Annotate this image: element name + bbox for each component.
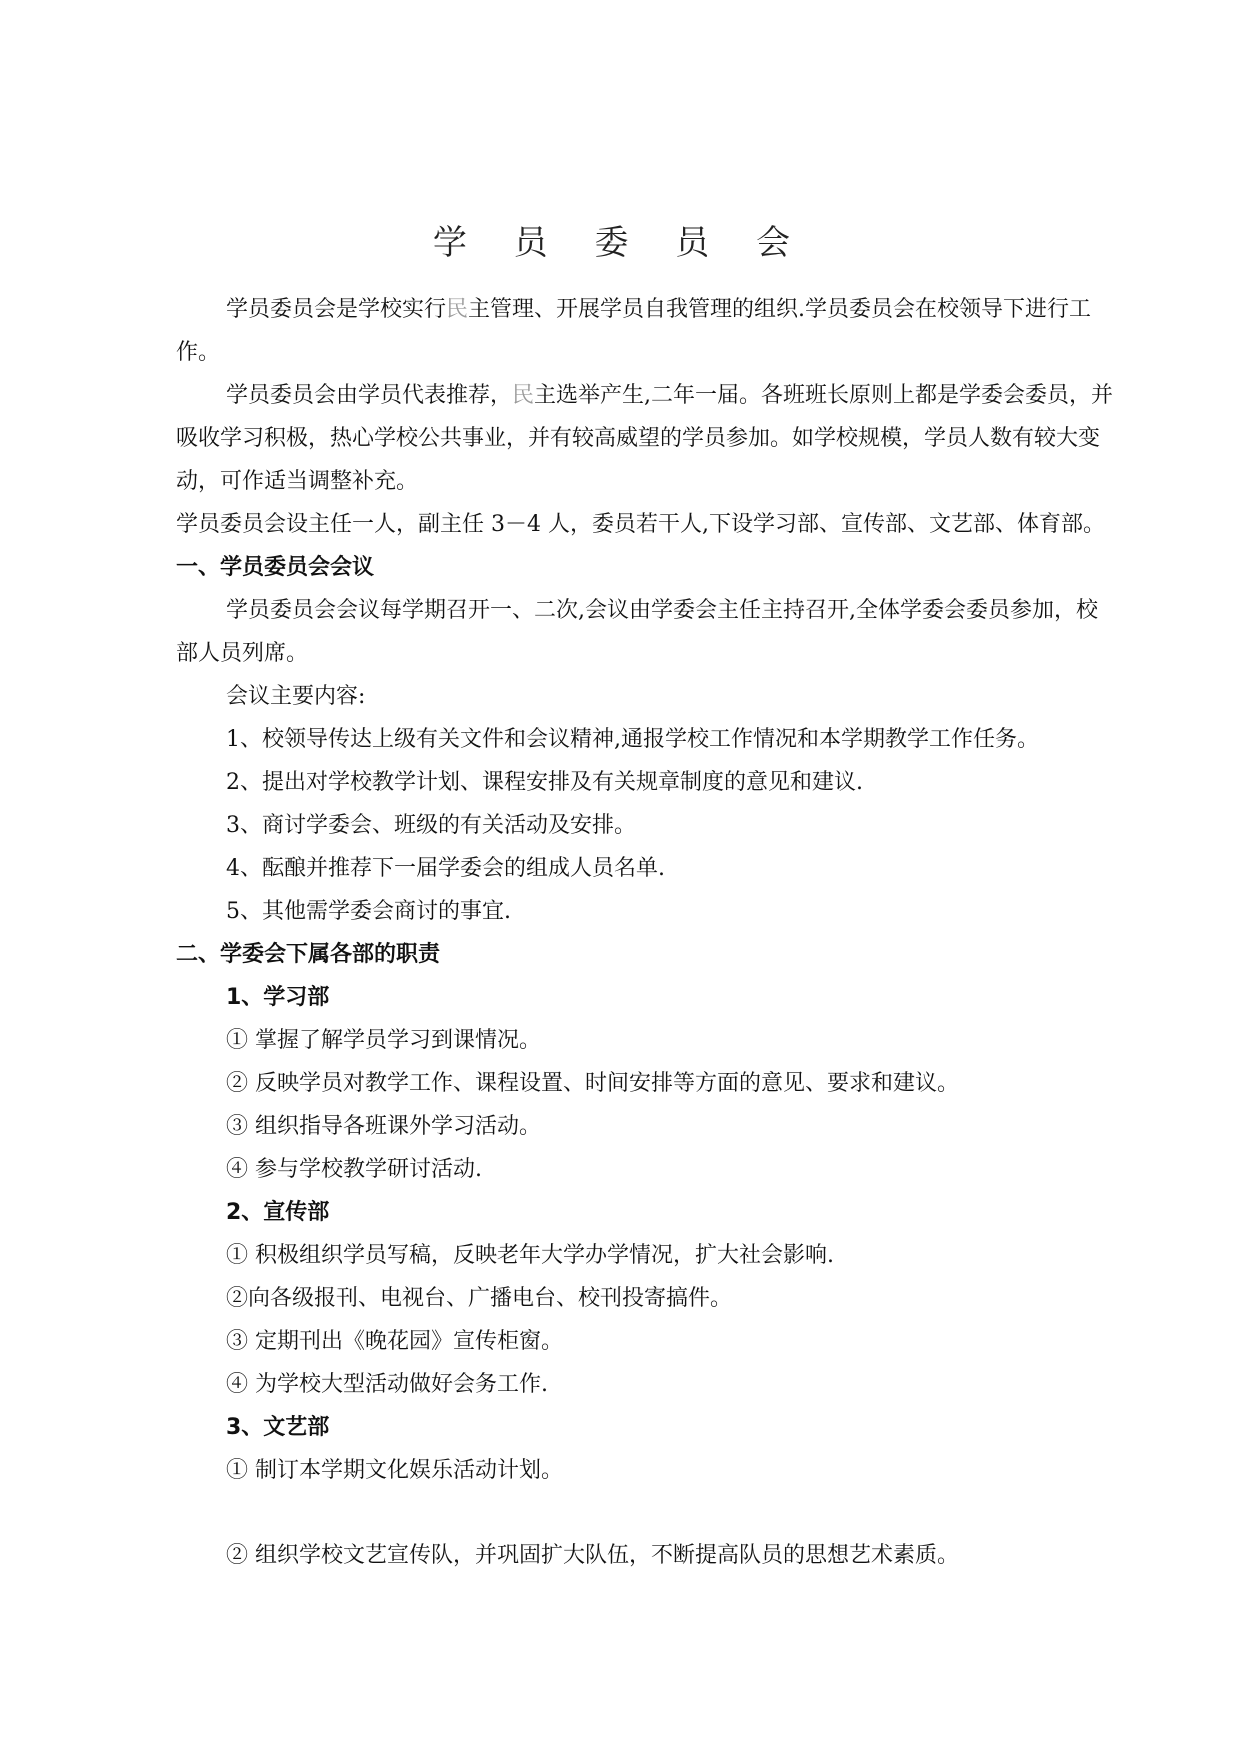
department-arts-title: 3、文艺部 [226, 1415, 330, 1440]
department-study-title: 1、学习部 [226, 985, 330, 1010]
duty-item: ④ 为学校大型活动做好会务工作. [226, 1372, 548, 1397]
meeting-item: 5、其他需学委会商讨的事宜. [226, 899, 511, 924]
meeting-content-label: 会议主要内容: [226, 684, 366, 709]
department-publicity-title: 2、宣传部 [226, 1200, 330, 1225]
duty-item: ① 积极组织学员写稿，反映老年大学办学情况，扩大社会影响. [226, 1243, 834, 1268]
duty-item: ① 掌握了解学员学习到课情况。 [226, 1028, 541, 1053]
section-2-heading: 二、学委会下属各部的职责 [176, 942, 441, 967]
duty-item: ① 制订本学期文化娱乐活动计划。 [226, 1458, 563, 1483]
meeting-item: 1、校领导传达上级有关文件和会议精神,通报学校工作情况和本学期教学工作任务。 [226, 727, 1039, 752]
duty-item: ② 组织学校文艺宣传队，并巩固扩大队伍，不断提高队员的思想艺术素质。 [226, 1543, 959, 1568]
duty-item: ② 反映学员对教学工作、课程设置、时间安排等方面的意见、要求和建议。 [226, 1071, 959, 1096]
section-1-paragraph: 学员委员会会议每学期召开一、二次,会议由学委会主任主持召开,全体学委会委员参加，校部人员列席。 [176, 598, 1098, 666]
faded-character: 民 [512, 383, 535, 408]
structure-paragraph: 学员委员会设主任一人，副主任 3－4 人，委员若干人,下设学习部、宣传部、文艺部、体育部。 [176, 512, 1105, 537]
meeting-item: 3、商讨学委会、班级的有关活动及安排。 [226, 813, 636, 838]
duty-item: ③ 定期刊出《晚花园》宣传柜窗。 [226, 1329, 563, 1354]
intro-paragraph-1: 学员委员会是学校实行民主管理、开展学员自我管理的组织.学员委员会在校领导下进行工作。 [176, 297, 1092, 365]
meeting-item: 2、提出对学校教学计划、课程安排及有关规章制度的意见和建议. [226, 770, 863, 795]
faded-character: 民 [446, 297, 469, 322]
duty-item: ④ 参与学校教学研讨活动. [226, 1157, 482, 1182]
document-body [176, 288, 1116, 1577]
intro-paragraph-2: 学员委员会由学员代表推荐，民主选举产生,二年一届。各班班长原则上都是学委会委员，并吸收学习积极，热心学校公共事业，并有较高威望的学员参加。如学校规模，学员人数有较大变动，可作适当调整补充。 [176, 383, 1114, 494]
meeting-item: 4、酝酿并推荐下一届学委会的组成人员名单. [226, 856, 665, 881]
blank-line [176, 1492, 1116, 1534]
section-1-heading: 一、学员委员会会议 [176, 555, 375, 580]
document-title: 学 员 委 员 会 [432, 223, 809, 263]
duty-item: ③ 组织指导各班课外学习活动。 [226, 1114, 541, 1139]
duty-item: ②向各级报刊、电视台、广播电台、校刊投寄搞件。 [226, 1286, 733, 1311]
